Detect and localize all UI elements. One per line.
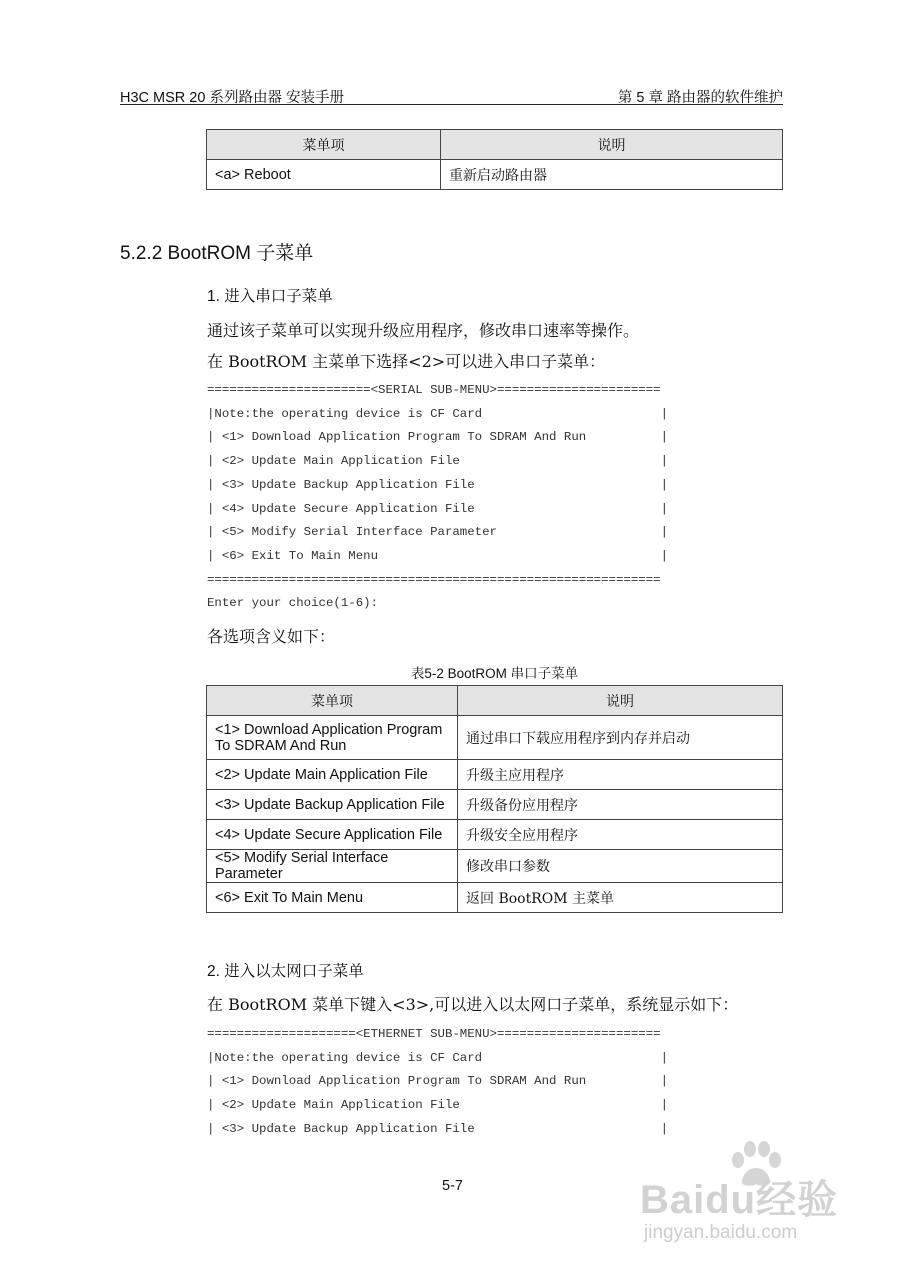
table-row [207, 760, 783, 790]
baidu-watermark [640, 1140, 870, 1250]
table-cell-item: <6> Exit To Main Menu [207, 883, 458, 913]
table-row [207, 716, 783, 760]
terminal-line: Enter your choice(1-6): [207, 596, 379, 611]
terminal-line: | <3> Update Backup Application File | [207, 1121, 669, 1136]
table-cell-desc: 返回 BootROM 主菜单 [458, 883, 783, 913]
table-cell-desc: 升级安全应用程序 [458, 820, 783, 850]
terminal-line: | <1> Download Application Program To SDRAM And Run | [207, 430, 669, 445]
terminal-line: ============================================================= [207, 572, 661, 587]
terminal-line: | <4> Update Secure Application File | [207, 501, 669, 516]
table-cell-item: <4> Update Secure Application File [207, 820, 458, 850]
table-cell-item: <2> Update Main Application File [207, 760, 458, 790]
table-cell-item: <a> Reboot [207, 160, 441, 190]
table-header-item: 菜单项 [207, 686, 458, 716]
header-rule [120, 104, 783, 105]
terminal-line: | <1> Download Application Program To SDRAM And Run | [207, 1074, 669, 1089]
table-row [207, 850, 783, 883]
ethernet-terminal-output [207, 1023, 668, 1142]
terminal-line: ======================<SERIAL SUB-MENU>====================== [207, 383, 661, 397]
header-chapter: 第 5 章 路由器的软件维护 [617, 90, 783, 106]
terminal-line: | <5> Modify Serial Interface Parameter | [207, 525, 669, 540]
subsection-heading-ethernet: 2. 进入以太网口子菜单 [207, 963, 364, 980]
table-row [207, 820, 783, 850]
table-row [207, 160, 783, 190]
table-cell-item: <5> Modify Serial Interface Parameter [207, 850, 458, 883]
table-caption: 表5-2 BootROM 串口子菜单 [410, 666, 579, 681]
paragraph: 通过该子菜单可以实现升级应用程序，修改串口速率等操作。 [207, 321, 640, 340]
serial-terminal-output [207, 379, 668, 616]
header-title: H3C MSR 20 系列路由器 安装手册 [120, 90, 344, 106]
terminal-line: | <6> Exit To Main Menu | [207, 548, 669, 563]
paragraph: 在 BootROM 主菜单下选择<2>可以进入串口子菜单： [207, 352, 606, 371]
paragraph: 在 BootROM 菜单下键入<3>,可以进入以太网口子菜单，系统显示如下： [207, 995, 739, 1014]
terminal-line: | <2> Update Main Application File | [207, 1098, 669, 1113]
table-header-item: 菜单项 [207, 130, 441, 160]
table-main-menu-reboot [206, 129, 783, 190]
table-header-desc: 说明 [458, 686, 783, 716]
terminal-line: ====================<ETHERNET SUB-MENU>====================== [207, 1027, 661, 1041]
table-cell-desc: 升级备份应用程序 [458, 790, 783, 820]
subsection-heading-serial: 1. 进入串口子菜单 [207, 288, 333, 305]
table-header-desc: 说明 [441, 130, 783, 160]
table-cell-desc: 通过串口下载应用程序到内存并启动 [458, 716, 783, 760]
terminal-line: |Note:the operating device is CF Card | [207, 406, 669, 421]
table-serial-submenu [206, 685, 783, 913]
paragraph: 各选项含义如下： [207, 627, 336, 646]
table-cell-desc: 修改串口参数 [458, 850, 783, 883]
table-cell-item: <3> Update Backup Application File [207, 790, 458, 820]
table-cell-desc: 升级主应用程序 [458, 760, 783, 790]
table-cell-item: <1> Download Application Program To SDRAM And Run [207, 716, 458, 760]
table-cell-desc: 重新启动路由器 [441, 160, 783, 190]
terminal-line: | <2> Update Main Application File | [207, 454, 669, 469]
watermark-url: jingyan.baidu.com [644, 1222, 798, 1243]
section-heading: 5.2.2 BootROM 子菜单 [120, 243, 314, 264]
page-number: 5-7 [442, 1178, 463, 1194]
watermark-logo-text: Baidu经验 [640, 1178, 839, 1222]
table-row [207, 790, 783, 820]
terminal-line: |Note:the operating device is CF Card | [207, 1050, 669, 1065]
table-row [207, 883, 783, 913]
terminal-line: | <3> Update Backup Application File | [207, 477, 669, 492]
